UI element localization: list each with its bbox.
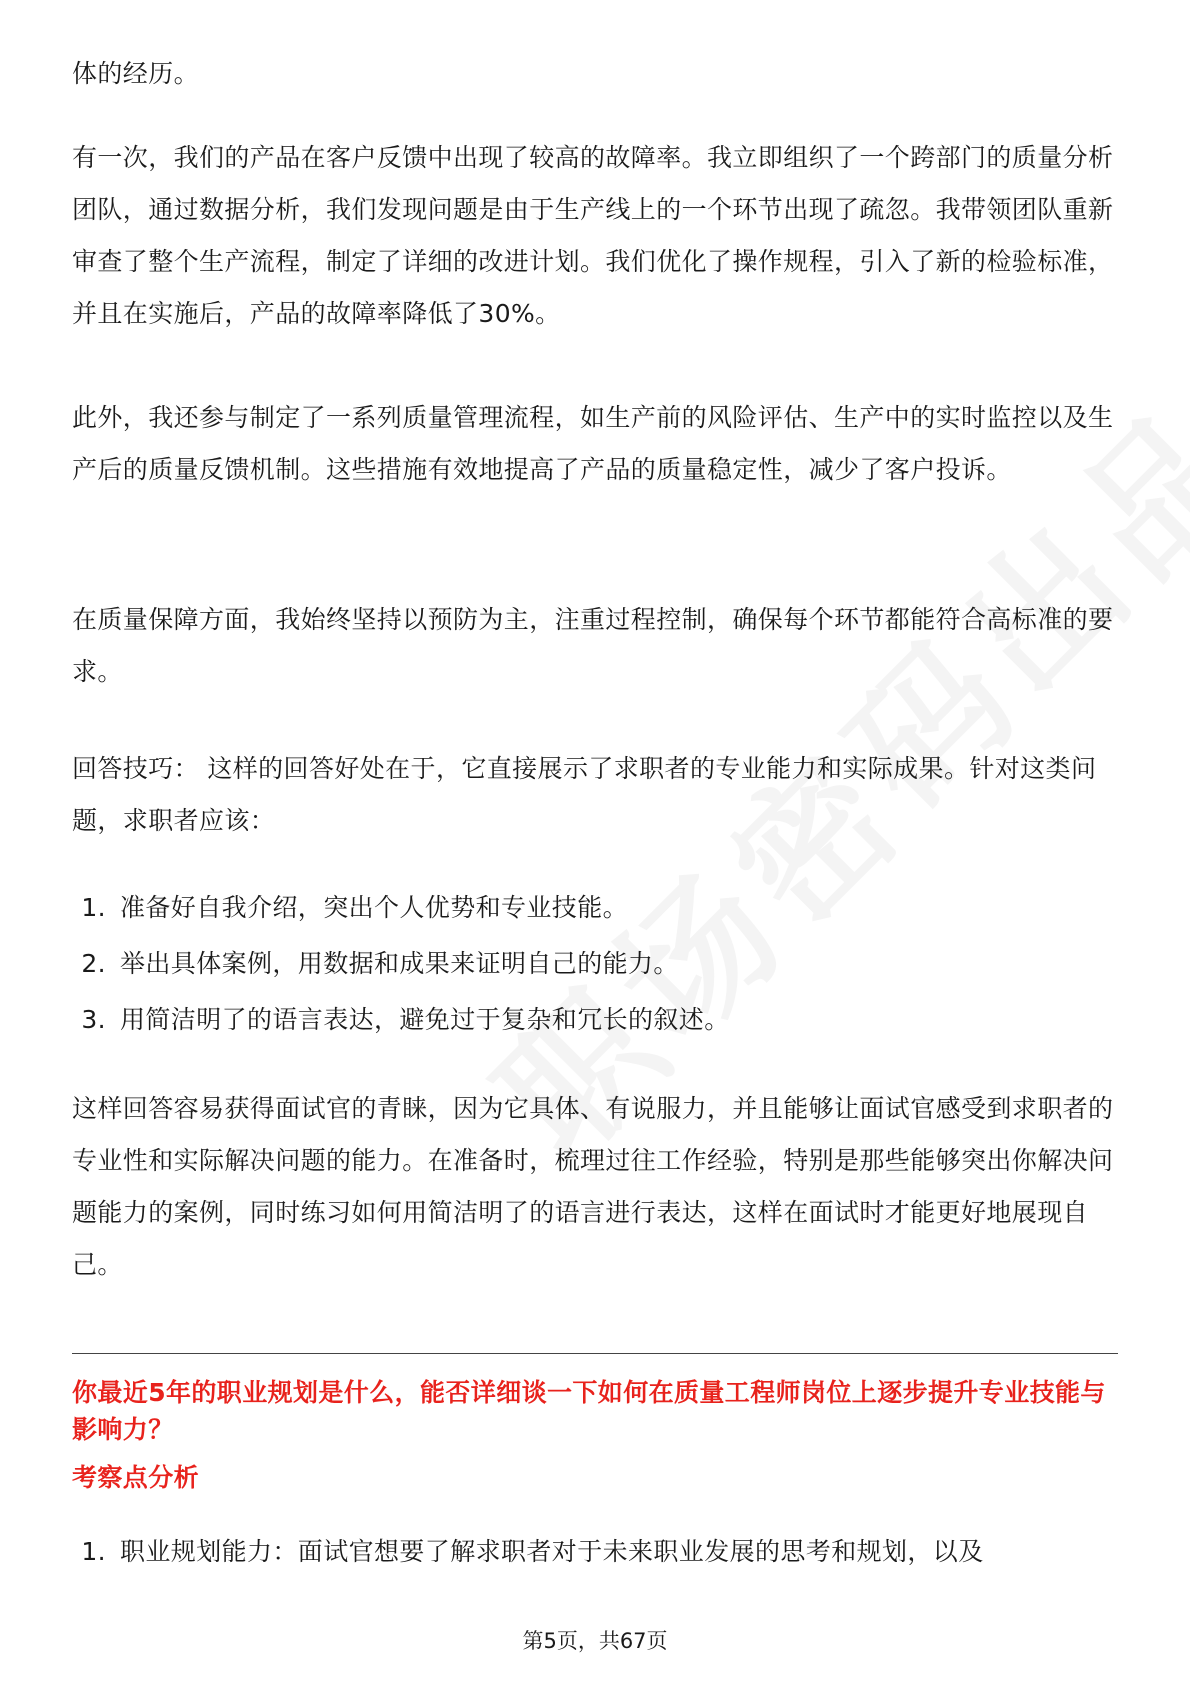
list-number: 1.	[81, 1537, 106, 1566]
tips-list	[72, 880, 730, 1048]
list-item	[72, 1526, 1118, 1578]
paragraph-additional: 此外，我还参与制定了一系列质量管理流程，如生产前的风险评估、生产中的实时监控以及生产后的质量反馈机制。这些措施有效地提高了产品的质量稳定性，减少了客户投诉。	[72, 403, 1114, 484]
list-text: 用简洁明了的语言表达，避免过于复杂和冗长的叙述。	[120, 1005, 730, 1034]
analysis-list	[72, 1526, 1118, 1578]
paragraph-continuation: 体的经历。	[72, 59, 200, 88]
list-item	[72, 992, 730, 1048]
list-number: 3.	[81, 1005, 106, 1034]
paragraph-answer-tips: 回答技巧： 这样的回答好处在于，它直接展示了求职者的专业能力和实际成果。针对这类问题，求职者应该：	[72, 754, 1097, 835]
analysis-heading: 考察点分析	[72, 1463, 200, 1492]
list-item	[72, 936, 730, 992]
list-item	[72, 880, 730, 936]
list-number: 1.	[81, 893, 106, 922]
list-number: 2.	[81, 949, 106, 978]
question-heading: 你最近5年的职业规划是什么，能否详细谈一下如何在质量工程师岗位上逐步提升专业技能与影响力？	[72, 1378, 1106, 1444]
paragraph-quality-assurance: 在质量保障方面，我始终坚持以预防为主，注重过程控制，确保每个环节都能符合高标准的要求。	[72, 605, 1114, 686]
page-footer: 第5页，共67页	[522, 1629, 668, 1653]
paragraph-closing: 这样回答容易获得面试官的青睐，因为它具体、有说服力，并且能够让面试官感受到求职者的专业性和实际解决问题的能力。在准备时，梳理过往工作经验，特别是那些能够突出你解决问题能力的案例，同时练习如何用简洁明了的语言进行表达，这样在面试时才能更好地展现自己。	[72, 1094, 1114, 1279]
list-text: 举出具体案例，用数据和成果来证明自己的能力。	[120, 949, 679, 978]
list-text: 准备好自我介绍，突出个人优势和专业技能。	[120, 893, 629, 922]
section-divider	[72, 1353, 1118, 1354]
paragraph-example: 有一次，我们的产品在客户反馈中出现了较高的故障率。我立即组织了一个跨部门的质量分析团队，通过数据分析，我们发现问题是由于生产线上的一个环节出现了疏忽。我带领团队重新审查了整个生产流程，制定了详细的改进计划。我们优化了操作规程，引入了新的检验标准，并且在实施后，产品的故障率降低了30%。	[72, 143, 1114, 328]
list-text: 职业规划能力：面试官想要了解求职者对于未来职业发展的思考和规划，以及	[120, 1537, 984, 1566]
